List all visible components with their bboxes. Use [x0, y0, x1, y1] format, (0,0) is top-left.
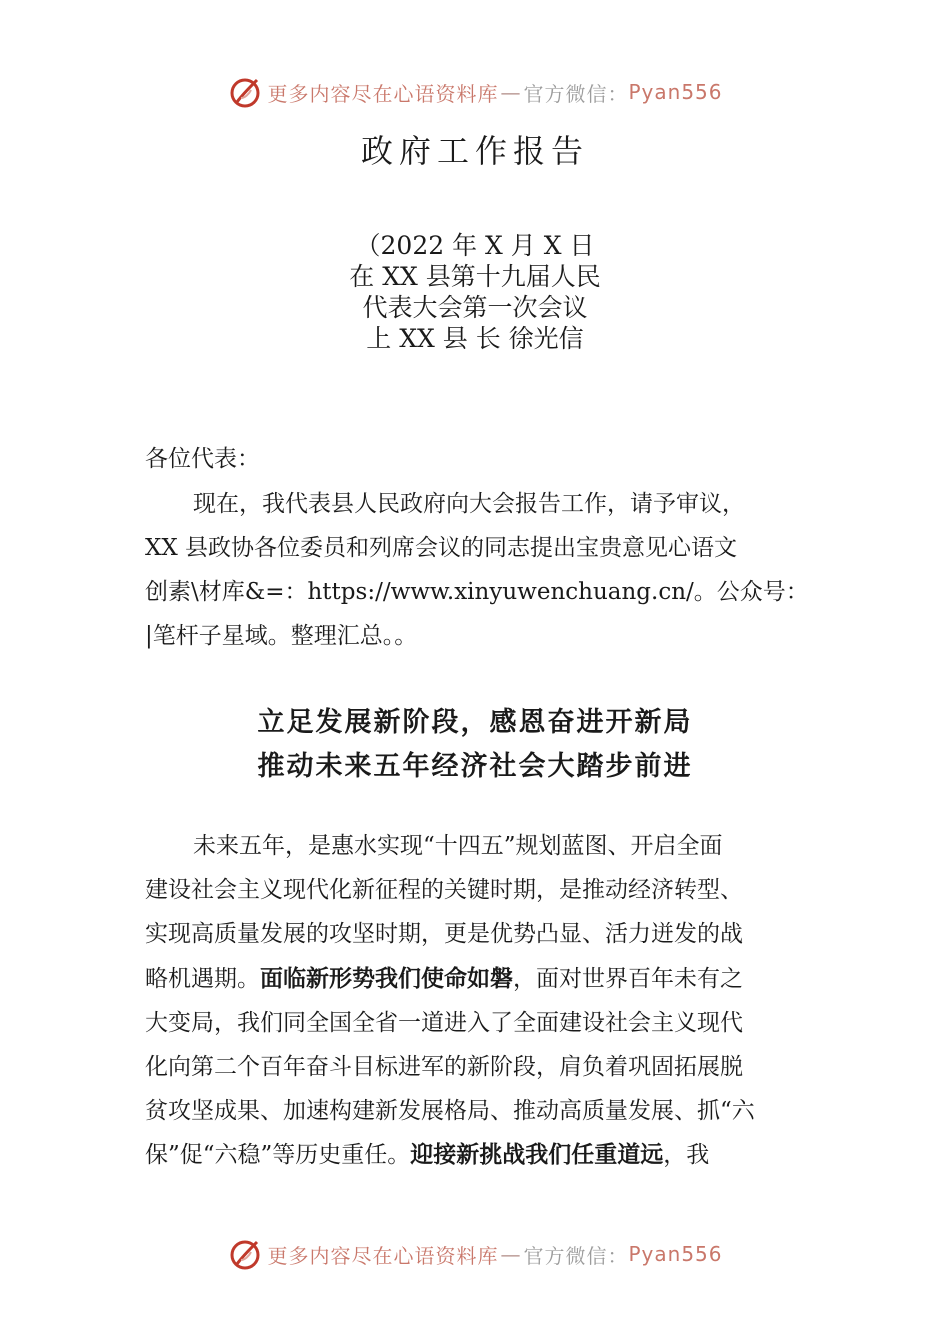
body-line: 未来五年，是惠水实现“十四五”规划蓝图、开启全面 — [193, 833, 723, 859]
intro-paragraph — [145, 482, 815, 658]
section-heading-line-1: 立足发展新阶段，感恩奋进开新局 — [257, 707, 693, 738]
watermark-banner-bottom — [0, 1232, 950, 1276]
body-text-run: ，面对世界百年未有之 — [513, 965, 743, 992]
body-line: 贫攻坚成果、加速构建新发展格局、推动高质量发展、抓“六 — [145, 1098, 755, 1125]
salutation: 各位代表： — [145, 446, 260, 472]
intro-line: XX 县政协各位委员和列席会议的同志提出宝贵意见心语文 — [145, 535, 738, 561]
watermark-promo-text: 更多内容尽在心语资料库 — [267, 1243, 499, 1268]
meta-line: （2022 年 X 月 X 日 — [355, 231, 595, 260]
emphasis-text: 面临新形势我们使命如磐 — [260, 965, 513, 992]
meta-line: 代表大会第一次会议 — [362, 293, 588, 322]
watermark-promo-text: 更多内容尽在心语资料库 — [267, 81, 499, 106]
body-line — [145, 1133, 815, 1177]
emphasis-text: 迎接新挑战我们任重道远 — [410, 1142, 664, 1169]
document-meta — [0, 230, 950, 354]
watermark-separator: — — [500, 80, 522, 104]
body-text-run: 保”促“六稳”等历史重任。 — [145, 1142, 411, 1169]
body-text-run: ，我 — [663, 1142, 710, 1169]
intro-line: 创素\材库&=：https://www.xinyuwenchuang.cn/。公众号： — [145, 579, 809, 605]
logo-icon — [227, 1236, 263, 1272]
body-line: 实现高质量发展的攻坚时期，更是优势凸显、活力迸发的战 — [145, 921, 743, 948]
intro-line: |笔杆子星域。整理汇总。。 — [145, 623, 418, 649]
body-line: 大变局，我们同全国全省一道进入了全面建设社会主义现代 — [145, 1009, 743, 1036]
body-line — [145, 957, 815, 1001]
watermark-separator: — — [500, 1242, 522, 1266]
meta-line: 上 XX 县 长 徐光信 — [366, 324, 584, 353]
watermark-wechat-id: Pyan556 — [628, 1242, 723, 1266]
body-text-run: 略机遇期。 — [145, 965, 260, 992]
logo-icon — [227, 74, 263, 110]
watermark-banner-top — [0, 70, 950, 114]
watermark-wechat-label: 官方微信： — [523, 81, 629, 106]
meta-line: 在 XX 县第十九届人民 — [349, 262, 601, 291]
section-heading-line-2: 推动未来五年经济社会大踏步前进 — [257, 751, 693, 782]
intro-line: 现在，我代表县人民政府向大会报告工作，请予审议， — [193, 491, 745, 517]
body-line: 化向第二个百年奋斗目标进军的新阶段，肩负着巩固拓展脱 — [145, 1054, 743, 1081]
body-line: 建设社会主义现代化新征程的关键时期，是推动经济转型、 — [145, 877, 743, 904]
document-title: 政府工作报告 — [360, 132, 589, 170]
watermark-wechat-id: Pyan556 — [628, 80, 723, 104]
body-paragraph — [145, 824, 815, 1178]
watermark-wechat-label: 官方微信： — [523, 1243, 629, 1268]
